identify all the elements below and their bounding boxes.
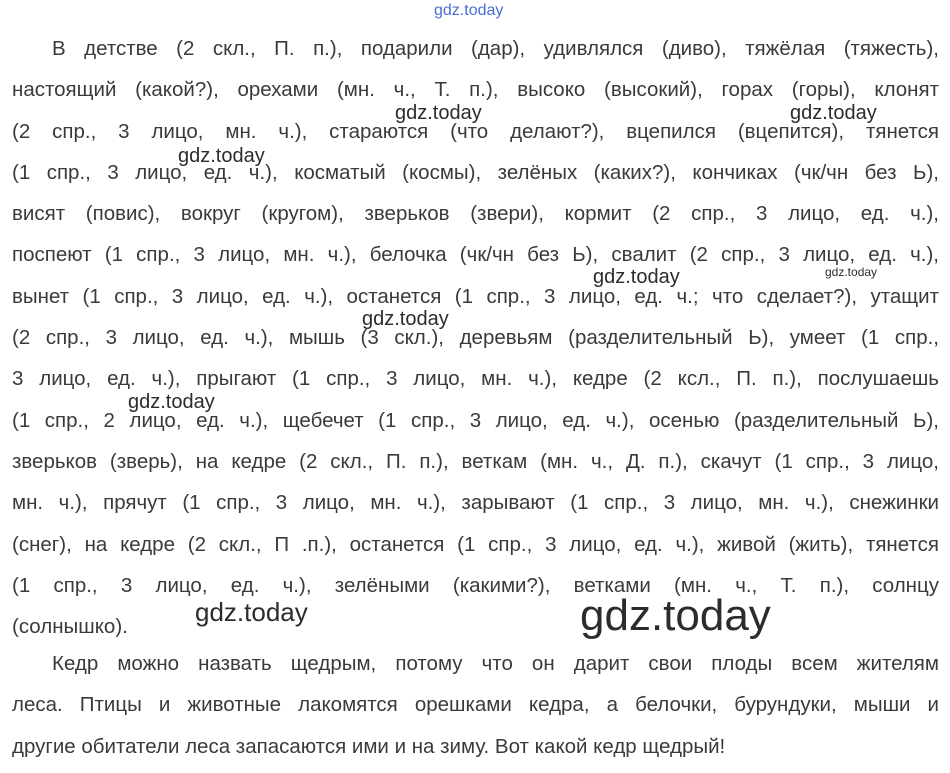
watermark: gdz.today: [362, 308, 449, 330]
paragraph-1-line: поспеют (1 спр., 3 лицо, мн. ч.), белочка (чк/чн без Ь), свалит (2 спр., 3 лицо, ед. ч.),: [12, 243, 939, 267]
watermark: gdz.today: [178, 145, 265, 167]
paragraph-1-line: (2 спр., 3 лицо, ед. ч.), мышь (3 скл.), деревьям (разделительный Ь), умеет (1 спр.,: [12, 326, 939, 350]
paragraph-2-line: леса. Птицы и животные лакомятся орешками кедра, а белочки, бурундуки, мыши и: [12, 693, 939, 717]
paragraph-1-line: (1 спр., 2 лицо, ед. ч.), щебечет (1 спр., 3 лицо, ед. ч.), осенью (разделительный Ь),: [12, 408, 939, 432]
paragraph-1-line: В детстве (2 скл., П. п.), подарили (дар), удивлялся (диво), тяжёлая (тяжесть),: [52, 37, 939, 60]
paragraph-2-line: другие обитатели леса запасаются ими и на зиму. Вот какой кедр щедрый!: [12, 734, 726, 758]
paragraph-1-line: висят (повис), вокруг (кругом), зверьков (звери), кормит (2 спр., 3 лицо, ед. ч.),: [12, 202, 939, 226]
paragraph-1-line: (1 спр., 3 лицо, ед. ч.), зелёными (какими?), ветками (мн. ч., Т. п.), солнцу: [12, 573, 939, 597]
watermark: gdz.today: [580, 591, 771, 640]
paragraph-1-line: вынет (1 спр., 3 лицо, ед. ч.), останется (1 спр., 3 лицо, ед. ч.; что сделает?), утащит: [12, 284, 939, 308]
watermark: gdz.today: [128, 391, 215, 413]
paragraph-1-line: (2 спр., 3 лицо, мн. ч.), стараются (что делают?), вцепился (вцепится), тянется: [12, 119, 939, 143]
paragraph-1-line: 3 лицо, ед. ч.), прыгают (1 спр., 3 лицо, мн. ч.), кедре (2 ксл., П. п.), послушаешь: [12, 367, 939, 391]
paragraph-2: [12, 643, 939, 767]
paragraph-2-line: Кедр можно назвать щедрым, потому что он дарит свои плоды всем жителям: [52, 652, 939, 675]
paragraph-1-line: настоящий (какой?), орехами (мн. ч., Т. п.), высоко (высокий), горах (горы), клонят: [12, 78, 939, 102]
watermark: gdz.today: [825, 265, 878, 279]
paragraph-1-line: (солнышко).: [12, 615, 128, 639]
watermark: gdz.today: [395, 102, 482, 124]
paragraph-1-line: мн. ч.), прячут (1 спр., 3 лицо, мн. ч.), зарывают (1 спр., 3 лицо, мн. ч.), снежинки: [12, 491, 939, 515]
paragraph-1-line: (снег), на кедре (2 скл., П .п.), останется (1 спр., 3 лицо, ед. ч.), живой (жить), тянется: [12, 532, 939, 556]
paragraph-1-line: зверьков (зверь), на кедре (2 скл., П. п.), веткам (мн. ч., Д. п.), скачут (1 спр., 3 лицо,: [12, 449, 939, 473]
watermark: gdz.today: [593, 266, 680, 288]
watermark: gdz.today: [195, 597, 308, 627]
watermark: gdz.today: [790, 102, 877, 124]
paragraph-1-line: (1 спр., 3 лицо, ед. ч.), косматый (космы), зелёных (каких?), кончиках (чк/чн без Ь),: [12, 160, 939, 184]
watermark-top: gdz.today: [434, 2, 504, 19]
